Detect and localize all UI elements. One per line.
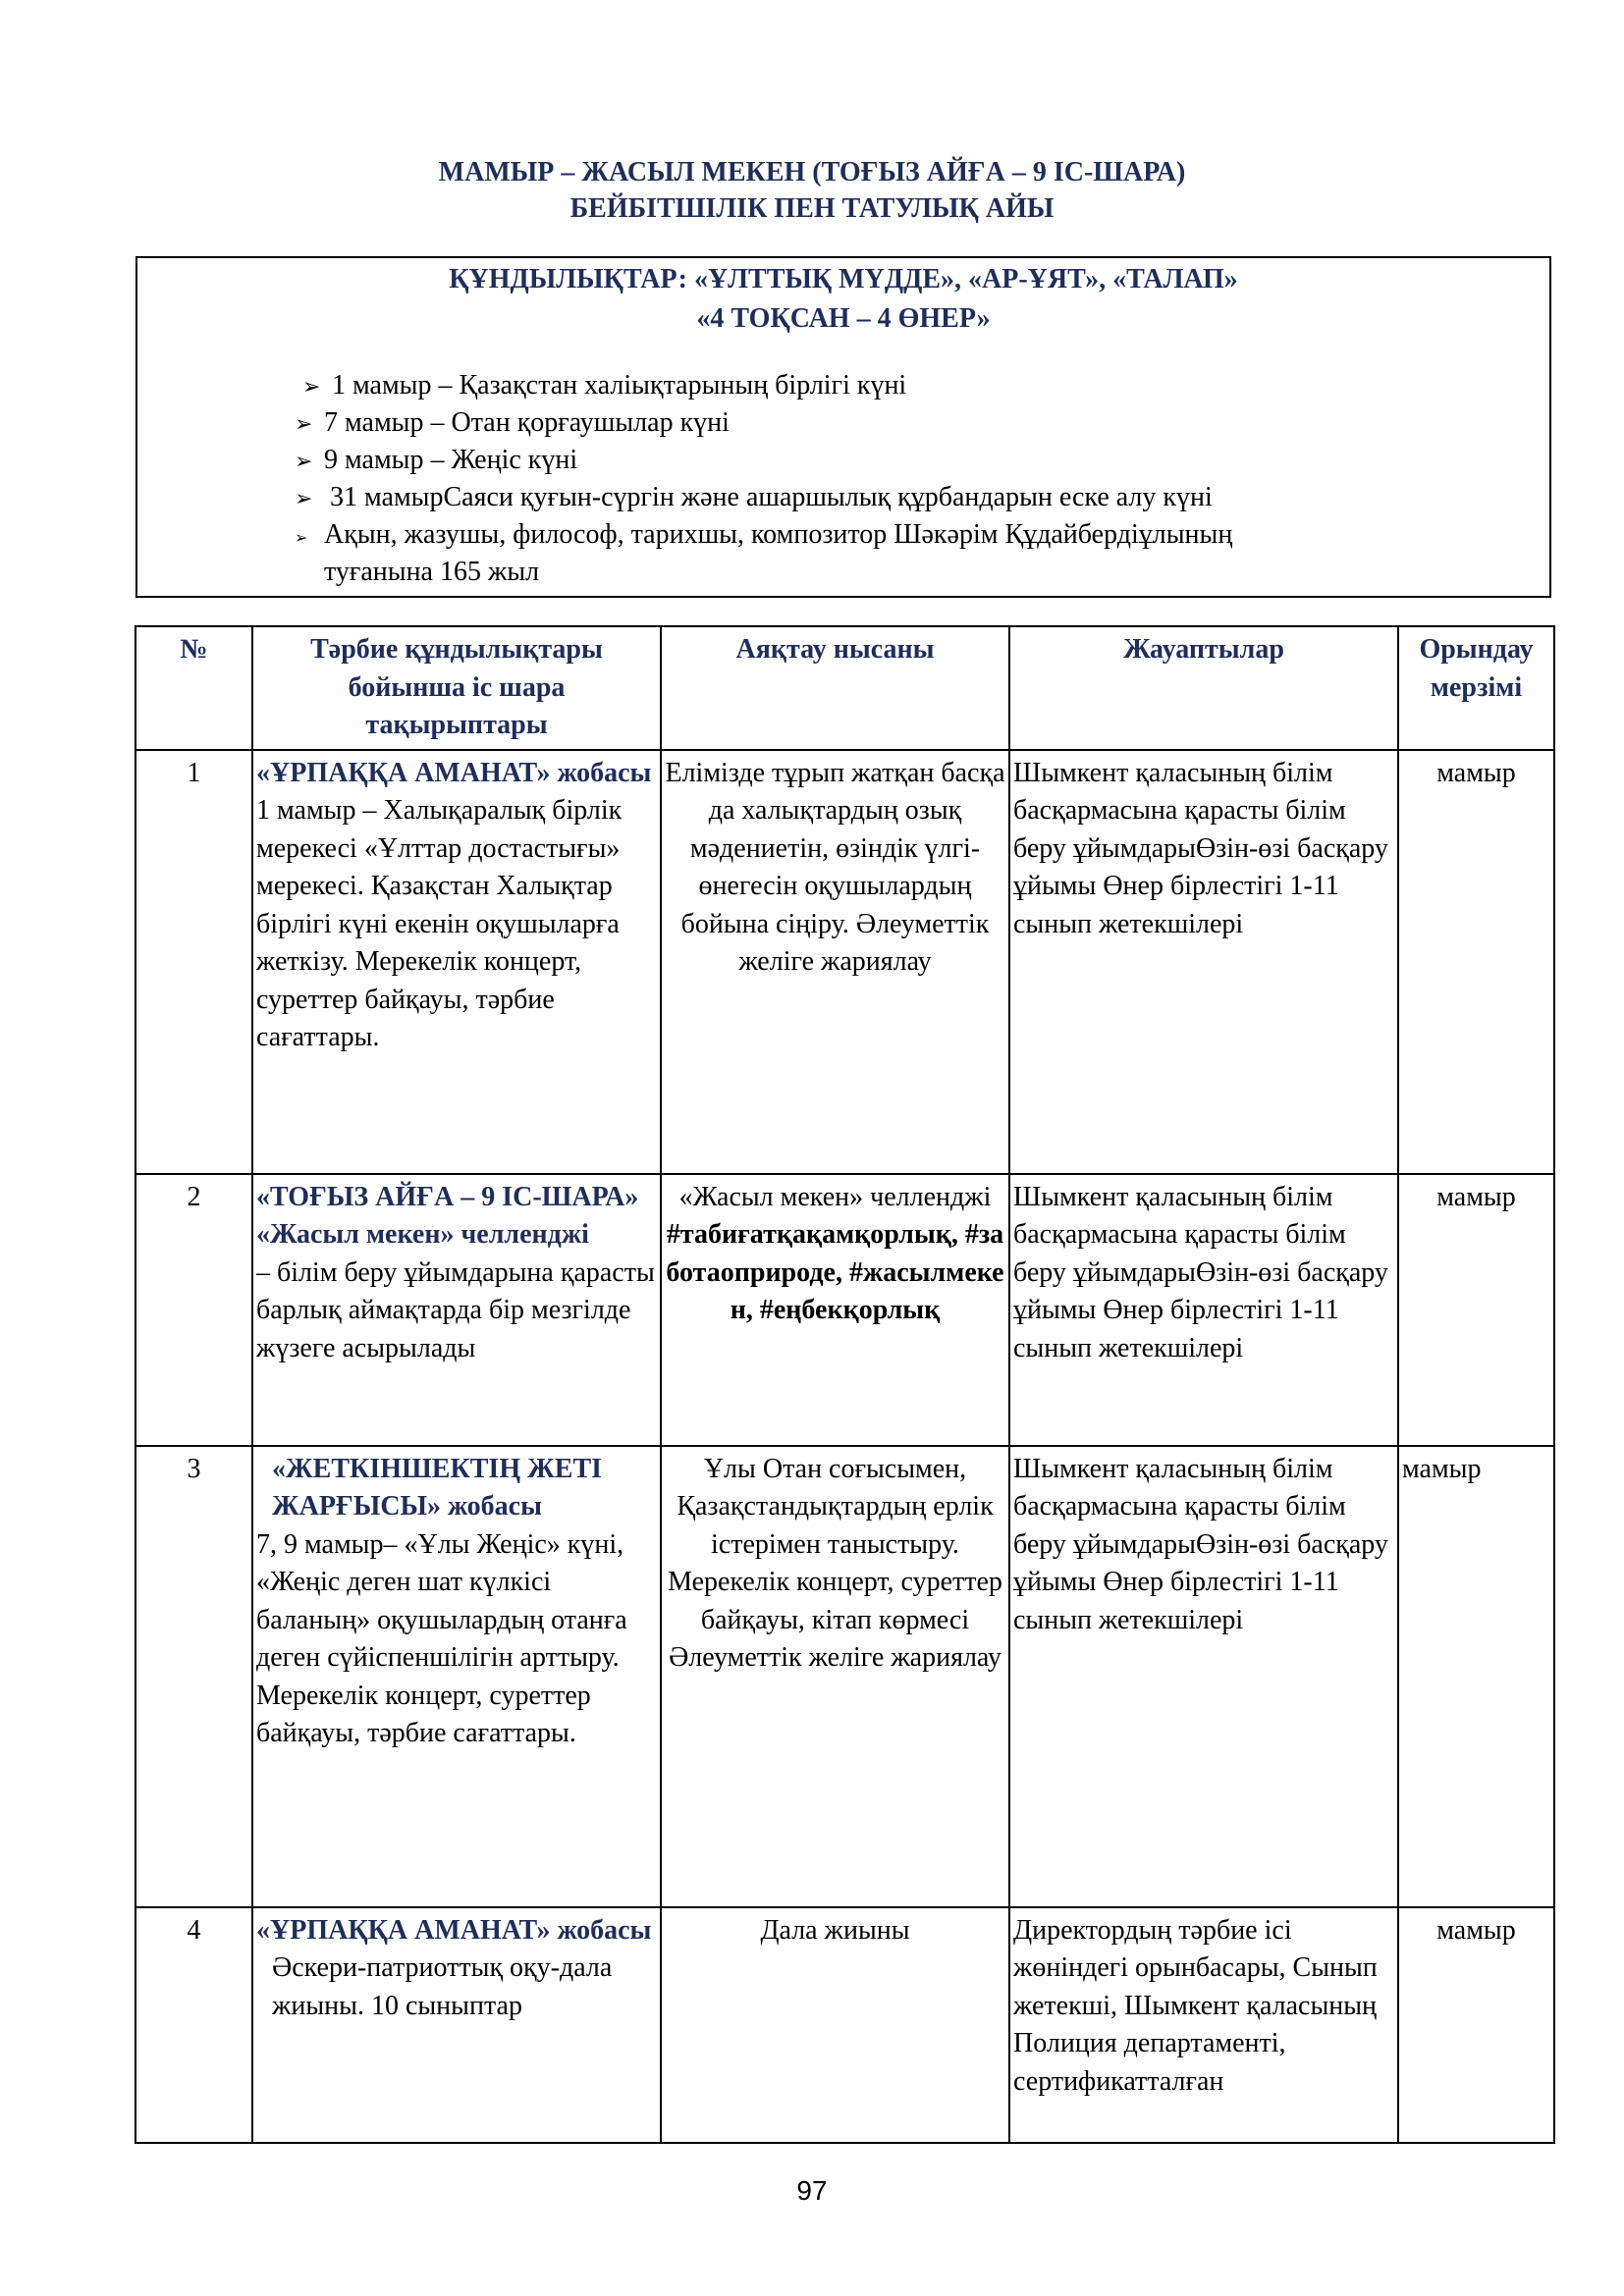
- row-topic: [252, 750, 661, 1174]
- header-topic: Тәрбие құндылықтары бойынша іс шара тақырыптары: [252, 626, 661, 750]
- row-number: 4: [135, 1907, 252, 2143]
- topic-title: «ҰРПАҚҚА АМАНАТ» жобасы: [256, 1914, 652, 1946]
- table-row: [135, 750, 1554, 1174]
- row-form: Дала жиыны: [661, 1907, 1009, 2143]
- row-topic: [252, 1446, 661, 1907]
- list-item: ➢ 31 мамырСаяси қуғын-сүргін және ашаршылық құрбандарын еске алу күні: [295, 480, 1213, 517]
- arrow-bullet-icon: ➢: [302, 375, 321, 400]
- arrow-bullet-icon: ➢: [295, 487, 313, 511]
- row-form: [661, 1174, 1009, 1446]
- list-item: ➢ 9 мамыр – Жеңіс күні: [295, 443, 577, 480]
- topic-subtitle: «Жасыл мекен» челленджі: [256, 1219, 589, 1250]
- topic-title: «ЖЕТКІНШЕКТІҢ ЖЕТІ ЖАРҒЫСЫ» жобасы: [272, 1453, 603, 1522]
- row-responsible: Директордың тәрбие ісі жөніндегі орынбасары, Сынып жетекші, Шымкент қаласының Полиция департаменті, сертификатталған: [1009, 1907, 1398, 2143]
- events-table: [135, 625, 1555, 2144]
- topic-text: 7, 9 мамыр– «Ұлы Жеңіс» күні, «Жеңіс деген шат күлкісі баланың» оқушылардың отанға деген сүйіспеншілігін арттыру. Мерекелік концерт, суреттер байқауы, тәрбие сағаттары.: [256, 1528, 627, 1748]
- row-date: мамыр: [1398, 1907, 1554, 2143]
- arrow-bullet-icon: ➢: [295, 450, 313, 474]
- page-title: МАМЫР – ЖАСЫЛ МЕКЕН (ТОҒЫЗ АЙҒА – 9 ІС-ШАРА): [438, 157, 1186, 187]
- header-responsible: Жауаптылар: [1009, 626, 1398, 750]
- row-number: 2: [135, 1174, 252, 1446]
- table-row: [135, 1907, 1554, 2143]
- topic-text: Әскери-патриоттық оқу-дала жиыны. 10 сыныптар: [272, 1952, 613, 2021]
- row-responsible: Шымкент қаласының білім басқармасына қарасты білім беру ұйымдарыӨзін-өзі басқару ұйымы Өнер бірлестігі 1-11 сынып жетекшілері: [1009, 1174, 1398, 1446]
- arrow-bullet-icon: ➢: [295, 528, 308, 547]
- page-subtitle: БЕЙБІТШІЛІК ПЕН ТАТУЛЫҚ АЙЫ: [569, 193, 1055, 224]
- topic-text: 1 мамыр – Халықаралық бірлік мерекесі «Ұлттар достастығы» мерекесі. Қазақстан Халықтар бірлігі күні екенін оқушыларға жеткізу. Мерекелік концерт, суреттер байқауы, тәрбие сағаттары.: [256, 795, 623, 1052]
- row-form: Елімізде тұрып жатқан басқа да халықтардың озық мәдениетін, өзіндік үлгі-өнегесін оқушылардың бойына сіңіру. Әлеуметтік желіге жариялау: [661, 750, 1009, 1174]
- list-item: ➢ 7 мамыр – Отан қорғаушылар күні: [295, 405, 730, 443]
- row-form: Ұлы Отан соғысымен, Қазақстандықтардың ерлік істерімен таныстыру. Мерекелік концерт, суреттер байқауы, кітап көрмесі Әлеуметтік желіге жариялау: [661, 1446, 1009, 1907]
- form-hashtags: #табиғатқақамқорлық, #заботаоприроде, #жасылмекен, #еңбекқорлық: [666, 1219, 1004, 1325]
- topic-title: «ҰРПАҚҚА АМАНАТ» жобасы: [256, 757, 652, 788]
- row-date: мамыр: [1398, 1174, 1554, 1446]
- row-number: 3: [135, 1446, 252, 1907]
- row-date: мамыр: [1398, 1446, 1554, 1907]
- arrow-bullet-icon: ➢: [295, 412, 313, 437]
- topic-title: «ТОҒЫЗ АЙҒА – 9 ІС-ШАРА»: [256, 1181, 639, 1212]
- row-responsible: Шымкент қаласының білім басқармасына қарасты білім беру ұйымдарыӨзін-өзі басқару ұйымы Өнер бірлестігі 1-11 сынып жетекшілері: [1009, 1446, 1398, 1907]
- table-header-row: [135, 626, 1554, 750]
- row-date: мамыр: [1398, 750, 1554, 1174]
- topic-text: – білім беру ұйымдарына қарасты барлық аймақтарда бір мезгілде жүзеге асырылады: [256, 1256, 655, 1363]
- table-row: [135, 1446, 1554, 1907]
- values-subheading: «4 ТОҚСАН – 4 ӨНЕР»: [696, 303, 991, 334]
- row-number: 1: [135, 750, 252, 1174]
- row-topic: [252, 1907, 661, 2143]
- values-heading: ҚҰНДЫЛЫҚТАР: «ҰЛТТЫҚ МҮДДЕ», «АР-ҰЯТ», «ТАЛАП»: [449, 264, 1238, 294]
- values-box: [135, 256, 1551, 598]
- header-number: №: [135, 626, 252, 750]
- header-form: Аяқтау нысаны: [661, 626, 1009, 750]
- list-item: ➢ Ақын, жазушы, философ, тарихшы, композитор Шәкәрім Құдайбердіұлының: [295, 517, 1232, 556]
- row-topic: [252, 1174, 661, 1446]
- form-text: «Жасыл мекен» челленджі: [678, 1181, 992, 1212]
- list-item-continuation: туғанына 165 жыл: [324, 557, 540, 587]
- header-date: Орындау мерзімі: [1398, 626, 1554, 750]
- table-row: [135, 1174, 1554, 1446]
- row-responsible: Шымкент қаласының білім басқармасына қарасты білім беру ұйымдарыӨзін-өзі басқару ұйымы Өнер бірлестігі 1-11 сынып жетекшілері: [1009, 750, 1398, 1174]
- page-number: 97: [796, 2175, 828, 2206]
- list-item: ➢ 1 мамыр – Қазақстан халіықтарының бірлігі күні: [302, 368, 906, 405]
